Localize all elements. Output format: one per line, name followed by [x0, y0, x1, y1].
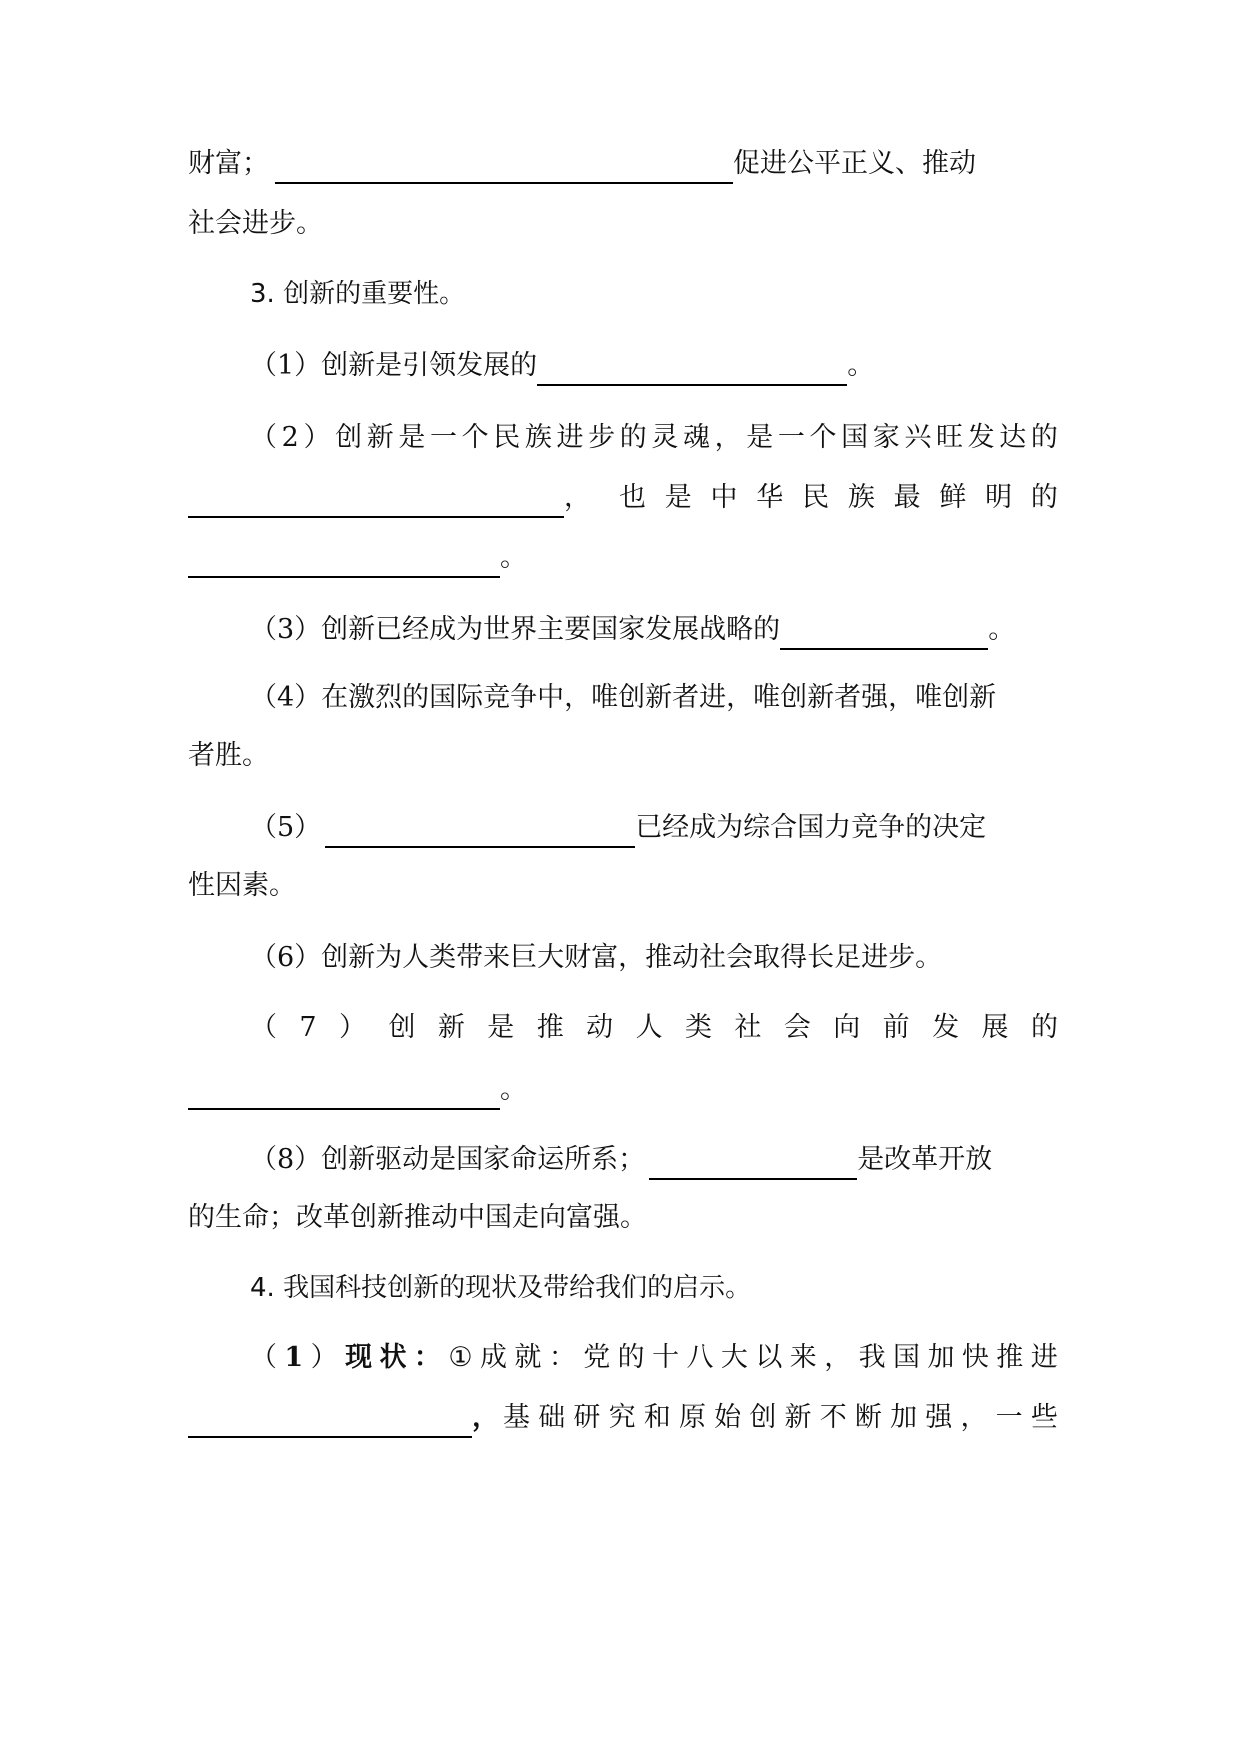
status-line-2 [188, 1398, 1058, 1438]
char: ， [960, 1402, 988, 1433]
spaced-text [503, 1398, 1058, 1438]
text: 财富； [188, 148, 269, 179]
char: 一 [995, 1402, 1023, 1433]
char: 灵 [651, 422, 679, 453]
char: ） [310, 1342, 338, 1373]
char: 人 [635, 1012, 663, 1043]
section-heading [250, 1268, 1058, 1308]
char: 民 [802, 482, 830, 513]
char: 个 [809, 422, 837, 453]
text: 的生命；改革创新推动中国走向富强。 [188, 1202, 647, 1233]
char: 前 [882, 1012, 910, 1043]
char: ， [564, 482, 591, 513]
char: 大 [720, 1342, 748, 1373]
char: 我 [858, 1342, 886, 1373]
char: 中 [710, 482, 738, 513]
char: 成 [479, 1342, 507, 1373]
char: ： [548, 1342, 576, 1373]
fill-blank[interactable] [188, 1406, 472, 1438]
char: ） [303, 422, 331, 453]
item-7-line-1 [250, 1008, 1058, 1048]
char: 强 [925, 1402, 953, 1433]
item-3 [250, 610, 1058, 650]
char: 创 [749, 1402, 777, 1433]
char: 以 [755, 1342, 783, 1373]
text: 是改革开放 [857, 1144, 993, 1175]
fill-blank[interactable] [275, 152, 733, 184]
char: 是 [487, 1012, 515, 1043]
char: ） [339, 1012, 367, 1043]
char: 国 [841, 422, 869, 453]
char: 类 [684, 1012, 712, 1043]
text: 。 [988, 614, 1016, 645]
char: 7 [299, 1012, 317, 1043]
item-6 [250, 938, 1058, 978]
char: 十 [652, 1342, 680, 1373]
fill-blank[interactable] [780, 618, 988, 650]
char: 族 [524, 422, 552, 453]
char: 个 [461, 422, 489, 453]
item-5-line-2 [188, 866, 1058, 906]
item-7-line-2 [188, 1070, 1058, 1110]
char: （ [250, 1012, 277, 1043]
item-4-line-1 [250, 678, 1058, 718]
char: （ [250, 422, 277, 453]
char: 些 [1030, 1402, 1058, 1433]
text: （4）在激烈的国际竞争中，唯创新者进，唯创新者强，唯创新 [250, 682, 997, 713]
char: 华 [756, 482, 784, 513]
char: 明 [985, 482, 1013, 513]
char: 的 [1030, 1012, 1058, 1043]
char: ， [714, 422, 742, 453]
char: 新 [366, 422, 394, 453]
char: 最 [893, 482, 921, 513]
text: 。 [847, 350, 875, 381]
char: 基 [503, 1402, 530, 1433]
char: 进 [1030, 1342, 1058, 1373]
fill-blank[interactable] [188, 1078, 500, 1110]
char: ， [824, 1342, 852, 1373]
text: 者胜。 [188, 740, 269, 771]
char: 是 [398, 422, 426, 453]
char: 1 [284, 1342, 304, 1373]
char: 的 [1030, 422, 1058, 453]
fill-blank[interactable] [537, 354, 847, 386]
char: 展 [981, 1012, 1009, 1043]
text: （8）创新驱动是国家命运所系； [250, 1144, 646, 1175]
char: 进 [556, 422, 584, 453]
char: 的 [619, 422, 647, 453]
char: 的 [617, 1342, 645, 1373]
char: 兴 [904, 422, 932, 453]
heading-text: 3. 创新的重要性。 [250, 279, 466, 309]
spaced-text [619, 478, 1058, 518]
char: 原 [678, 1402, 706, 1433]
char: 是 [746, 422, 774, 453]
fill-blank[interactable] [325, 816, 635, 848]
char: 的 [1030, 482, 1058, 513]
text: （6）创新为人类带来巨大财富，推动社会取得长足进步。 [250, 942, 943, 973]
char: 创 [388, 1012, 416, 1043]
char: 动 [586, 1012, 614, 1043]
char: （ [250, 1342, 277, 1373]
char: 是 [664, 482, 692, 513]
char: 发 [932, 1012, 960, 1043]
char: 旺 [935, 422, 963, 453]
char: 断 [854, 1402, 882, 1433]
status-line-1 [250, 1338, 1058, 1378]
char: 也 [619, 482, 646, 513]
char: 家 [872, 422, 900, 453]
fill-blank[interactable] [188, 546, 500, 578]
char: 础 [538, 1402, 566, 1433]
char: 推 [536, 1012, 564, 1043]
char: 和 [643, 1402, 671, 1433]
item-8-line-1 [250, 1140, 1058, 1180]
item-4-line-2 [188, 736, 1058, 776]
text: 性因素。 [188, 870, 296, 901]
char: 发 [967, 422, 995, 453]
char: 不 [819, 1402, 847, 1433]
text: 促进公平正义、推动 [733, 148, 976, 179]
item-1 [250, 346, 1058, 386]
text: 。 [500, 1074, 527, 1105]
section-heading [250, 274, 1058, 314]
text: （5） [250, 812, 322, 843]
char: 八 [686, 1342, 714, 1373]
char: 国 [893, 1342, 921, 1373]
item-2-line-3 [188, 538, 1058, 578]
fill-blank[interactable] [188, 486, 564, 518]
char: 究 [608, 1402, 636, 1433]
char: 民 [493, 422, 521, 453]
fill-blank[interactable] [649, 1148, 857, 1180]
char: 就 [514, 1342, 542, 1373]
paragraph-line [188, 204, 1058, 244]
char: 新 [437, 1012, 465, 1043]
text: 。 [500, 542, 527, 573]
char: 2 [281, 422, 299, 453]
char: ① [448, 1342, 473, 1373]
char: 状 [379, 1342, 407, 1373]
text: （1）创新是引领发展的 [250, 350, 538, 381]
text: 已经成为综合国力竞争的决定 [635, 812, 987, 843]
text: 社会进步。 [188, 208, 323, 239]
char: 魂 [682, 422, 710, 453]
char: 快 [961, 1342, 989, 1373]
char: 社 [734, 1012, 762, 1043]
heading-text: 4. 我国科技创新的现状及带给我们的启示。 [250, 1273, 752, 1303]
char: 始 [714, 1402, 742, 1433]
char: 来 [789, 1342, 817, 1373]
item-5-line-1 [250, 808, 1058, 848]
text: （3）创新已经成为世界主要国家发展战略的 [250, 614, 781, 645]
char: 一 [429, 422, 457, 453]
char: 鲜 [939, 482, 967, 513]
char: 新 [784, 1402, 812, 1433]
item-2-line-1 [250, 418, 1058, 458]
char: 加 [927, 1342, 955, 1373]
char: 会 [783, 1012, 811, 1043]
char: 族 [847, 482, 875, 513]
char: ， [472, 1402, 499, 1433]
char: 加 [890, 1402, 918, 1433]
char: 研 [573, 1402, 601, 1433]
char: 党 [583, 1342, 611, 1373]
char: 向 [833, 1012, 861, 1043]
char: 达 [999, 422, 1027, 453]
paragraph-line [188, 144, 1058, 184]
item-8-line-2 [188, 1198, 1058, 1238]
char: 一 [777, 422, 805, 453]
char: ： [413, 1342, 441, 1373]
item-2-line-2 [188, 478, 1058, 518]
char: 现 [345, 1342, 373, 1373]
char: 推 [996, 1342, 1024, 1373]
char: 步 [588, 422, 616, 453]
char: 创 [335, 422, 363, 453]
